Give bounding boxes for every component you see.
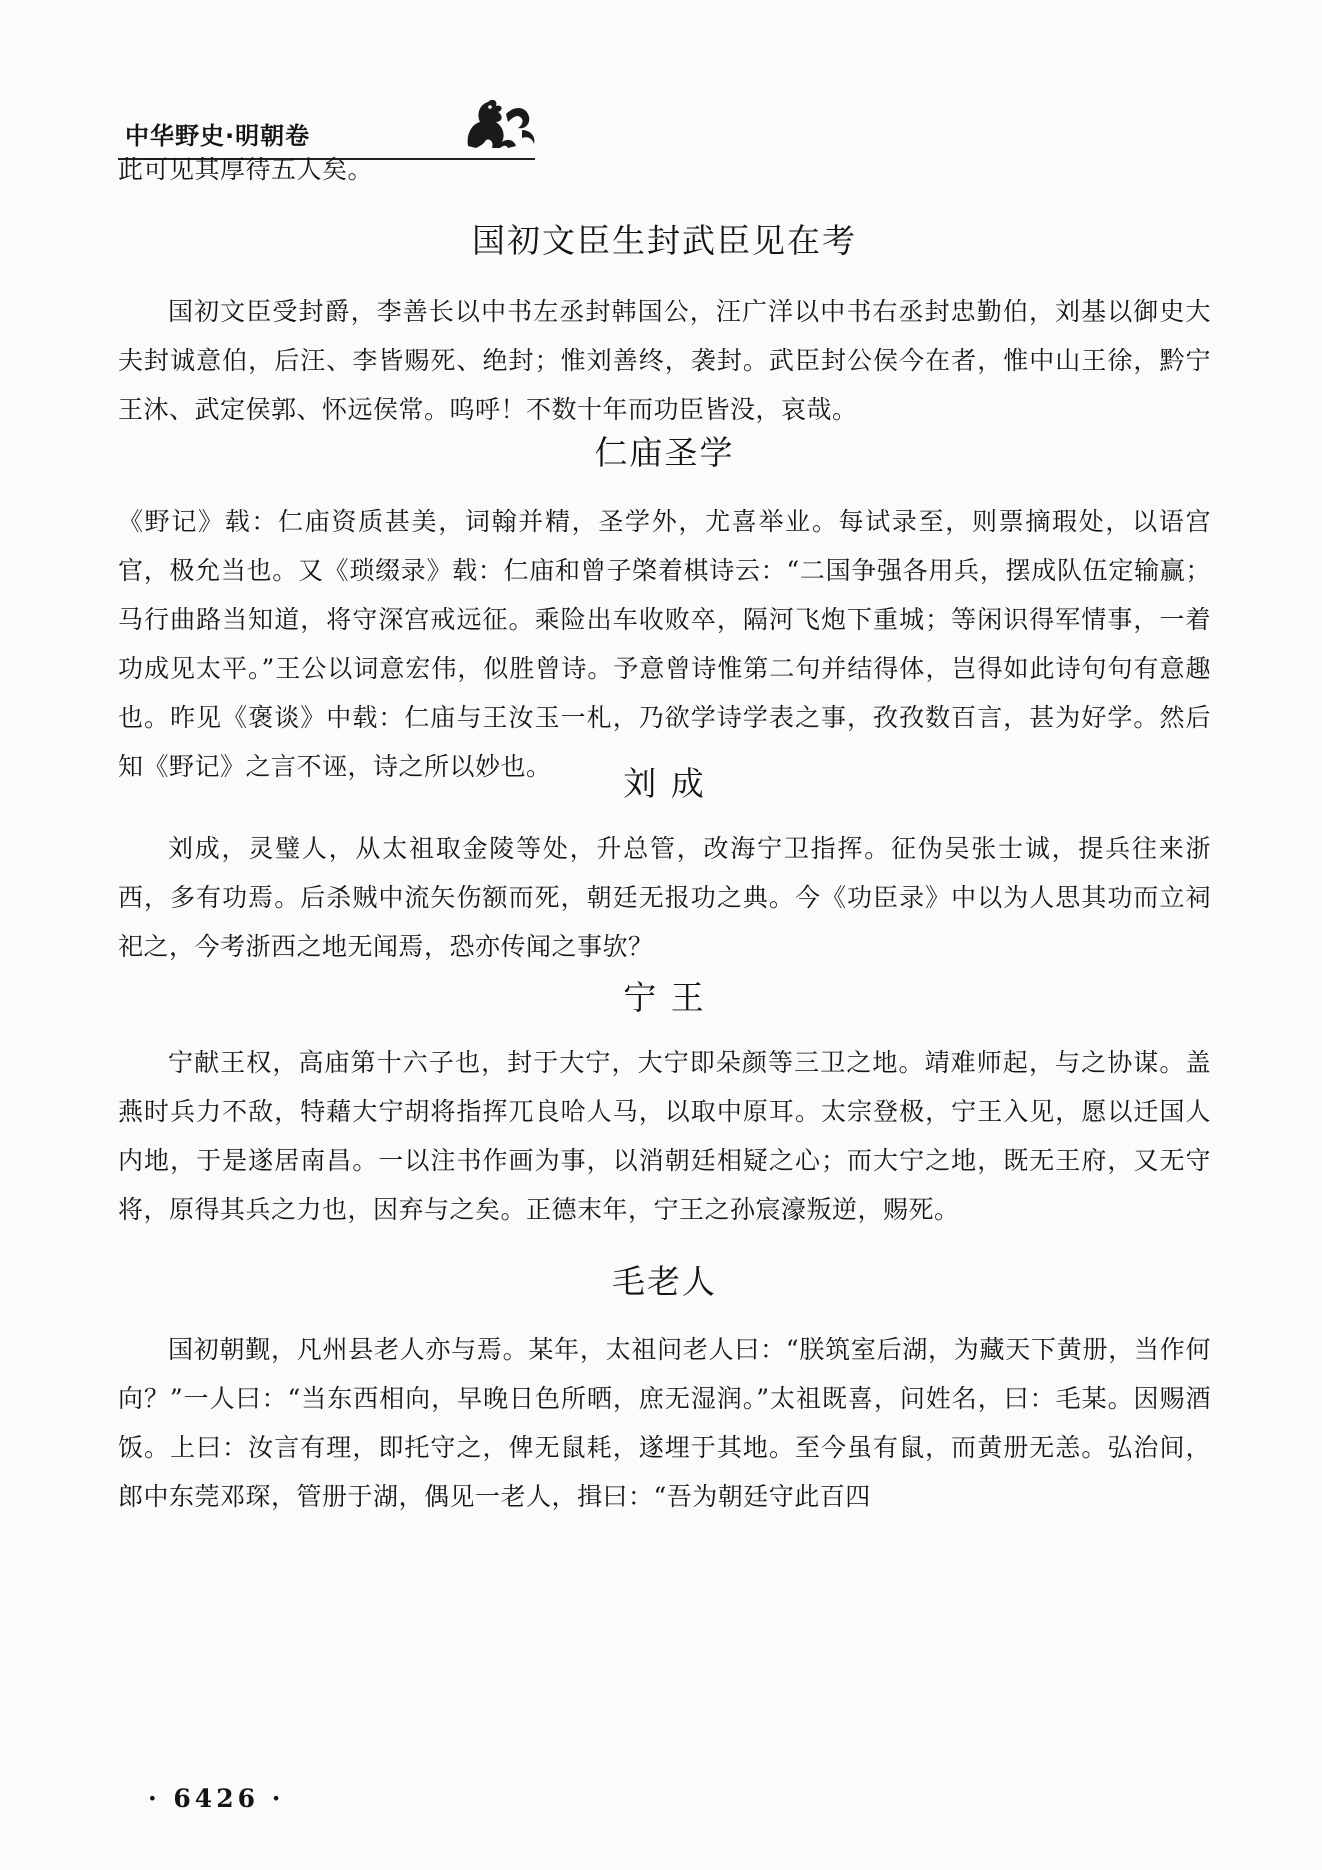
page-number: · 6426 · — [148, 1784, 285, 1813]
section-heading: 宁 王 — [623, 978, 706, 1017]
section-heading: 毛老人 — [612, 1262, 717, 1301]
section-paragraph: 宁献王权，高庙第十六子也，封于大宁，大宁即朵颜等三卫之地。靖难师起，与之协谋。盖燕时兵力不敌，特藉大宁胡将指挥兀良哈人马，以取中原耳。太宗登极，宁王入见，愿以迁国人内地，于是遂居南昌。一以注书作画为事，以消朝廷相疑之心；而大宁之地，既无王府，又无守将，原得其兵之力也，因弃与之矣。正德末年，宁王之孙宸濠叛逆，赐死。 — [118, 1048, 1211, 1224]
section-heading: 仁庙圣学 — [594, 433, 735, 472]
section-heading: 国初文臣生封武臣见在考 — [472, 221, 857, 260]
section-paragraph: 国初朝觐，凡州县老人亦与焉。某年，太祖问老人曰：“朕筑室后湖，为藏天下黄册，当作何向？”一人曰：“当东西相向，早晚日色所晒，庶无湿润。”太祖既喜，问姓名，曰：毛某。因赐酒饭。上曰：汝言有理，即托守之，俾无鼠耗，遂埋于其地。至今虽有鼠，而黄册无恙。弘治间，郎中东莞邓琛，管册于湖，偶见一老人，揖曰：“吾为朝廷守此百四 — [118, 1335, 1211, 1511]
section-heading: 刘 成 — [623, 764, 706, 803]
continuation-text: 此可见其厚待五人矣。 — [118, 155, 374, 184]
section-paragraph: 国初文臣受封爵，李善长以中书左丞封韩国公，汪广洋以中书右丞封忠勤伯，刘基以御史大夫封诚意伯，后汪、李皆赐死、绝封；惟刘善终，袭封。武臣封公侯今在者，惟中山王徐，黔宁王沐、武定侯郭、怀远侯常。呜呼！不数十年而功臣皆没，哀哉。 — [118, 297, 1211, 424]
section-paragraph: 刘成，灵璧人，从太祖取金陵等处，升总管，改海宁卫指挥。征伪吴张士诚，提兵往来浙西，多有功焉。后杀贼中流矢伤额而死，朝廷无报功之典。今《功臣录》中以为人思其功而立祠祀之，今考浙西之地无闻焉，恐亦传闻之事欤？ — [118, 834, 1211, 961]
section-paragraph: 《野记》载：仁庙资质甚美，词翰并精，圣学外，尤喜举业。每试录至，则票摘瑕处，以语宫官，极允当也。又《琐缀录》载：仁庙和曾子棨着棋诗云：“二国争强各用兵，摆成队伍定输赢；马行曲路当知道，将守深宫戒远征。乘险出车收败卒，隔河飞炮下重城；等闲识得军情事，一着功成见太平。”王公以词意宏伟，似胜曾诗。予意曾诗惟第二句并结得体，岂得如此诗句句有意趣也。昨见《褒谈》中载：仁庙与王汝玉一札，乃欲学诗学表之事，孜孜数百言，甚为好学。然后知《野记》之言不诬，诗之所以妙也。 — [118, 507, 1211, 781]
book-title: 中华野史·明朝卷 — [125, 122, 311, 150]
